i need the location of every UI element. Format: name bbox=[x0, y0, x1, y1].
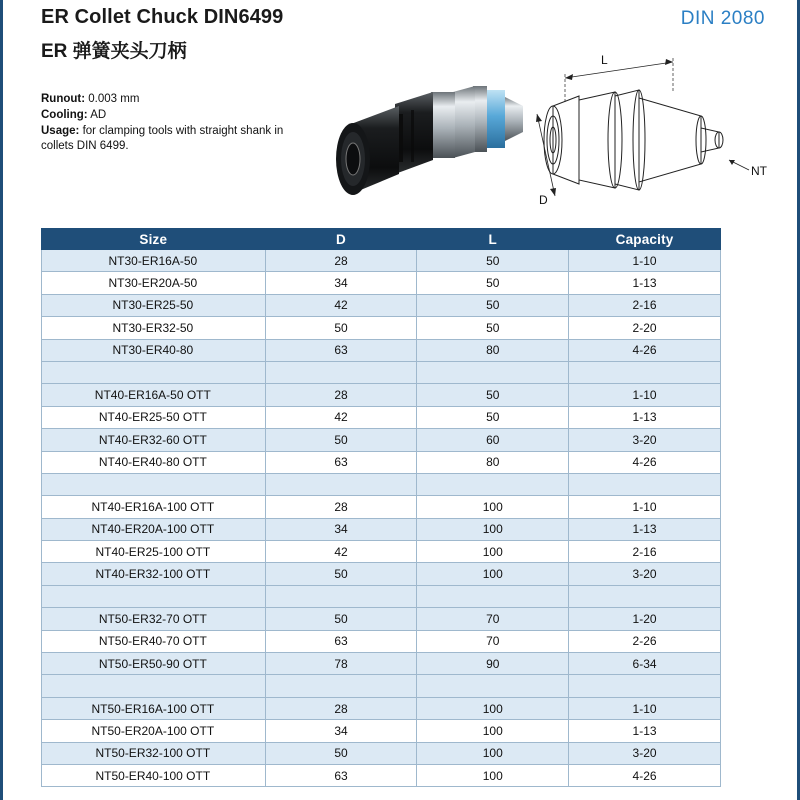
cell-size bbox=[42, 585, 266, 607]
spec-usage-label: Usage: bbox=[41, 125, 80, 137]
table-spacer-row bbox=[42, 675, 721, 697]
cell-l: 100 bbox=[417, 518, 569, 540]
table-row bbox=[42, 720, 721, 742]
cell-size: NT40-ER20A-100 OTT bbox=[42, 518, 266, 540]
table-row bbox=[42, 451, 721, 473]
cell-d bbox=[265, 675, 417, 697]
table-row bbox=[42, 653, 721, 675]
cell-capacity bbox=[569, 361, 721, 383]
cell-size: NT40-ER16A-50 OTT bbox=[42, 384, 266, 406]
cell-d: 34 bbox=[265, 518, 417, 540]
cell-d: 50 bbox=[265, 742, 417, 764]
cell-size bbox=[42, 361, 266, 383]
cell-l: 50 bbox=[417, 294, 569, 316]
cell-d: 42 bbox=[265, 406, 417, 428]
cell-capacity: 1-13 bbox=[569, 272, 721, 294]
cell-capacity: 4-26 bbox=[569, 764, 721, 786]
cell-size: NT40-ER40-80 OTT bbox=[42, 451, 266, 473]
spec-runout-value: 0.003 mm bbox=[88, 93, 140, 105]
table-row bbox=[42, 384, 721, 406]
cell-l: 50 bbox=[417, 406, 569, 428]
cell-capacity: 1-10 bbox=[569, 496, 721, 518]
table-header-row bbox=[42, 229, 721, 250]
cell-d: 63 bbox=[265, 339, 417, 361]
cell-d bbox=[265, 361, 417, 383]
cell-capacity: 1-13 bbox=[569, 720, 721, 742]
cell-l: 70 bbox=[417, 608, 569, 630]
cell-size: NT30-ER32-50 bbox=[42, 317, 266, 339]
cell-capacity: 1-13 bbox=[569, 518, 721, 540]
table-row bbox=[42, 496, 721, 518]
drawing-label-length: L bbox=[601, 53, 608, 67]
cell-l: 100 bbox=[417, 742, 569, 764]
cell-l: 100 bbox=[417, 764, 569, 786]
cell-d: 42 bbox=[265, 541, 417, 563]
cell-l bbox=[417, 473, 569, 495]
cell-size: NT50-ER40-70 OTT bbox=[42, 630, 266, 652]
table-row bbox=[42, 563, 721, 585]
cell-d: 63 bbox=[265, 764, 417, 786]
cell-size: NT40-ER32-60 OTT bbox=[42, 429, 266, 451]
cell-size: NT30-ER20A-50 bbox=[42, 272, 266, 294]
cell-size: NT50-ER20A-100 OTT bbox=[42, 720, 266, 742]
cell-capacity: 6-34 bbox=[569, 653, 721, 675]
cell-d: 28 bbox=[265, 250, 417, 272]
cell-capacity: 1-20 bbox=[569, 608, 721, 630]
page-header bbox=[3, 0, 800, 215]
product-photo bbox=[303, 62, 533, 212]
cell-capacity: 3-20 bbox=[569, 742, 721, 764]
column-header-l: L bbox=[417, 229, 569, 250]
cell-size: NT50-ER32-70 OTT bbox=[42, 608, 266, 630]
cell-d: 34 bbox=[265, 720, 417, 742]
cell-capacity: 4-26 bbox=[569, 451, 721, 473]
cell-l: 50 bbox=[417, 250, 569, 272]
cell-d: 34 bbox=[265, 272, 417, 294]
spec-cooling-value: AD bbox=[90, 109, 107, 121]
table-row bbox=[42, 541, 721, 563]
cell-d: 50 bbox=[265, 608, 417, 630]
cell-capacity: 2-16 bbox=[569, 541, 721, 563]
cell-l: 50 bbox=[417, 384, 569, 406]
table-row bbox=[42, 272, 721, 294]
drawing-label-taper: NT bbox=[751, 164, 767, 178]
cell-l: 60 bbox=[417, 429, 569, 451]
table-spacer-row bbox=[42, 585, 721, 607]
spec-cooling-label: Cooling: bbox=[41, 109, 88, 121]
cell-size bbox=[42, 473, 266, 495]
cell-d: 28 bbox=[265, 697, 417, 719]
cell-d: 63 bbox=[265, 630, 417, 652]
cell-l bbox=[417, 585, 569, 607]
cell-l: 90 bbox=[417, 653, 569, 675]
cell-capacity: 1-10 bbox=[569, 384, 721, 406]
cell-size: NT50-ER40-100 OTT bbox=[42, 764, 266, 786]
cell-l bbox=[417, 675, 569, 697]
cell-capacity: 1-13 bbox=[569, 406, 721, 428]
cell-l: 100 bbox=[417, 720, 569, 742]
column-header-d: D bbox=[265, 229, 417, 250]
cell-d: 42 bbox=[265, 294, 417, 316]
cell-l: 100 bbox=[417, 563, 569, 585]
spec-runout-label: Runout: bbox=[41, 93, 86, 105]
specification-table bbox=[41, 228, 721, 787]
table-row bbox=[42, 317, 721, 339]
table-row bbox=[42, 429, 721, 451]
cell-l: 80 bbox=[417, 339, 569, 361]
cell-d: 50 bbox=[265, 317, 417, 339]
cell-l: 100 bbox=[417, 496, 569, 518]
table-spacer-row bbox=[42, 473, 721, 495]
cell-d: 50 bbox=[265, 563, 417, 585]
cell-l: 100 bbox=[417, 697, 569, 719]
cell-size bbox=[42, 675, 266, 697]
table-row bbox=[42, 608, 721, 630]
table-row bbox=[42, 250, 721, 272]
cell-size: NT50-ER50-90 OTT bbox=[42, 653, 266, 675]
cell-capacity: 3-20 bbox=[569, 563, 721, 585]
cell-capacity: 2-16 bbox=[569, 294, 721, 316]
table-row bbox=[42, 742, 721, 764]
cell-l bbox=[417, 361, 569, 383]
cell-size: NT40-ER16A-100 OTT bbox=[42, 496, 266, 518]
technical-drawing bbox=[523, 48, 773, 213]
cell-size: NT40-ER32-100 OTT bbox=[42, 563, 266, 585]
column-header-capacity: Capacity bbox=[569, 229, 721, 250]
cell-l: 70 bbox=[417, 630, 569, 652]
spec-cooling bbox=[41, 108, 301, 123]
cell-d bbox=[265, 585, 417, 607]
cell-d: 28 bbox=[265, 384, 417, 406]
standard-code: DIN 2080 bbox=[680, 8, 765, 29]
cell-d: 63 bbox=[265, 451, 417, 473]
cell-size: NT30-ER40-80 bbox=[42, 339, 266, 361]
cell-l: 50 bbox=[417, 272, 569, 294]
cell-capacity bbox=[569, 675, 721, 697]
table-row bbox=[42, 697, 721, 719]
cell-capacity: 1-10 bbox=[569, 250, 721, 272]
table-spacer-row bbox=[42, 361, 721, 383]
page-title: ER Collet Chuck DIN6499 bbox=[41, 6, 284, 28]
column-header-size: Size bbox=[42, 229, 266, 250]
cell-d: 78 bbox=[265, 653, 417, 675]
cell-capacity bbox=[569, 473, 721, 495]
cell-capacity bbox=[569, 585, 721, 607]
cell-d: 28 bbox=[265, 496, 417, 518]
cell-size: NT40-ER25-100 OTT bbox=[42, 541, 266, 563]
cell-size: NT30-ER25-50 bbox=[42, 294, 266, 316]
cell-capacity: 4-26 bbox=[569, 339, 721, 361]
cell-capacity: 3-20 bbox=[569, 429, 721, 451]
cell-capacity: 2-26 bbox=[569, 630, 721, 652]
table-row bbox=[42, 764, 721, 786]
cell-d bbox=[265, 473, 417, 495]
table-row bbox=[42, 630, 721, 652]
cell-l: 50 bbox=[417, 317, 569, 339]
drawing-label-diameter: D bbox=[539, 193, 548, 207]
cell-l: 100 bbox=[417, 541, 569, 563]
table-row bbox=[42, 339, 721, 361]
spec-list bbox=[41, 92, 301, 155]
cell-l: 80 bbox=[417, 451, 569, 473]
table-row bbox=[42, 406, 721, 428]
spec-usage-value: for clamping tools with straight shank in collets DIN 6499. bbox=[41, 125, 284, 152]
spec-runout bbox=[41, 92, 301, 107]
spec-usage bbox=[41, 124, 301, 154]
cell-d: 50 bbox=[265, 429, 417, 451]
cell-size: NT40-ER25-50 OTT bbox=[42, 406, 266, 428]
page-title-chinese: ER 弹簧夹头刀柄 bbox=[41, 41, 187, 62]
table-row bbox=[42, 518, 721, 540]
cell-capacity: 2-20 bbox=[569, 317, 721, 339]
cell-size: NT30-ER16A-50 bbox=[42, 250, 266, 272]
cell-size: NT50-ER32-100 OTT bbox=[42, 742, 266, 764]
cell-size: NT50-ER16A-100 OTT bbox=[42, 697, 266, 719]
cell-capacity: 1-10 bbox=[569, 697, 721, 719]
table-row bbox=[42, 294, 721, 316]
